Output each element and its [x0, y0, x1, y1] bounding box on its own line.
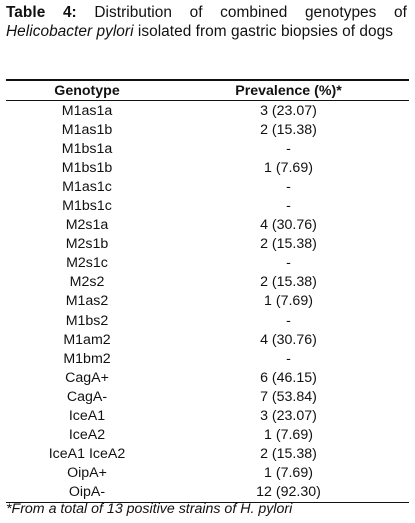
genotype-cell: M1bm2 — [63, 350, 111, 367]
table-row — [6, 120, 409, 139]
table-row — [6, 349, 409, 368]
genotype-cell: OipA+ — [67, 465, 107, 482]
genotype-cell: M2s1c — [66, 255, 108, 272]
prevalence-cell: 4 (30.76) — [260, 331, 317, 348]
prevalence-cell: 1 (7.69) — [264, 293, 313, 310]
table-caption — [6, 3, 409, 41]
genotype-cell: IceA1 — [68, 408, 106, 425]
table-row — [6, 196, 409, 215]
prevalence-cell: 6 (46.15) — [260, 369, 317, 386]
prevalence-cell: 12 (92.30) — [168, 483, 409, 503]
table-row — [6, 368, 409, 387]
table-row — [6, 216, 409, 235]
prevalence-cell: - — [286, 255, 291, 272]
prevalence-cell: 1 (7.69) — [264, 159, 313, 176]
table-row — [6, 101, 409, 121]
prevalence-cell: - — [286, 178, 291, 195]
table-label: Table 4: — [6, 4, 77, 21]
genotype-cell: M1as1c — [62, 178, 112, 195]
prevalence-cell: 4 (30.76) — [260, 217, 317, 234]
prevalence-cell: 3 (23.07) — [260, 408, 317, 425]
genotype-cell: M2s1b — [65, 236, 109, 253]
table-row — [6, 407, 409, 426]
caption-text-after: isolated from gastric biopsies of dogs — [133, 23, 393, 40]
genotype-cell: M1as1a — [61, 102, 113, 119]
table-row — [6, 273, 409, 292]
genotype-cell: M1am2 — [63, 331, 111, 348]
table-row — [6, 177, 409, 196]
genotype-cell: M1as1b — [61, 121, 113, 138]
genotype-cell: IceA2 — [68, 427, 106, 444]
prevalence-cell: 1 (7.69) — [264, 427, 313, 444]
prevalence-cell: - — [286, 350, 291, 367]
caption-text-before: Distribution of combined genotypes of — [76, 4, 407, 21]
genotype-cell: CagA- — [66, 388, 108, 405]
genotype-cell: M1bs1a — [61, 140, 113, 157]
header-prevalence: Prevalence (%)* — [168, 80, 409, 101]
prevalence-cell: 2 (15.38) — [260, 236, 317, 253]
table-row — [6, 330, 409, 349]
prevalence-cell: 1 (7.69) — [264, 465, 313, 482]
table-row — [6, 254, 409, 273]
table-footnote: *From a total of 13 positive strains of H. pylori — [6, 501, 293, 517]
prevalence-cell: 2 (15.38) — [260, 274, 317, 291]
prevalence-cell: 2 (15.38) — [260, 121, 317, 138]
table-row — [6, 292, 409, 311]
prevalence-cell: - — [286, 140, 291, 157]
table-row — [6, 311, 409, 330]
genotype-cell: M2s1a — [65, 217, 109, 234]
genotype-cell: IceA1 IceA2 — [48, 446, 126, 463]
table-row — [6, 139, 409, 158]
table-row — [6, 235, 409, 254]
prevalence-cell: 2 (15.38) — [260, 446, 317, 463]
prevalence-cell: - — [286, 312, 291, 329]
table-row — [6, 426, 409, 445]
genotype-cell: OipA- — [6, 483, 168, 503]
caption-species: Helicobacter pylori — [6, 23, 134, 40]
table-row — [6, 445, 409, 464]
genotype-table — [6, 79, 409, 503]
genotype-cell: M1bs2 — [65, 312, 109, 329]
genotype-cell: M1as2 — [65, 293, 109, 310]
table-row — [6, 158, 409, 177]
genotype-cell: M1bs1b — [61, 159, 113, 176]
table-header-row — [6, 80, 409, 101]
genotype-cell: CagA+ — [65, 369, 109, 386]
header-genotype: Genotype — [6, 80, 168, 101]
genotype-cell: M2s2 — [69, 274, 105, 291]
prevalence-cell: 3 (23.07) — [260, 102, 317, 119]
table-body — [6, 101, 409, 503]
prevalence-cell: - — [286, 198, 291, 215]
prevalence-cell: 7 (53.84) — [260, 388, 317, 405]
table-row — [6, 464, 409, 483]
table-row — [6, 483, 409, 503]
genotype-cell: M1bs1c — [62, 198, 112, 215]
table-row — [6, 387, 409, 406]
